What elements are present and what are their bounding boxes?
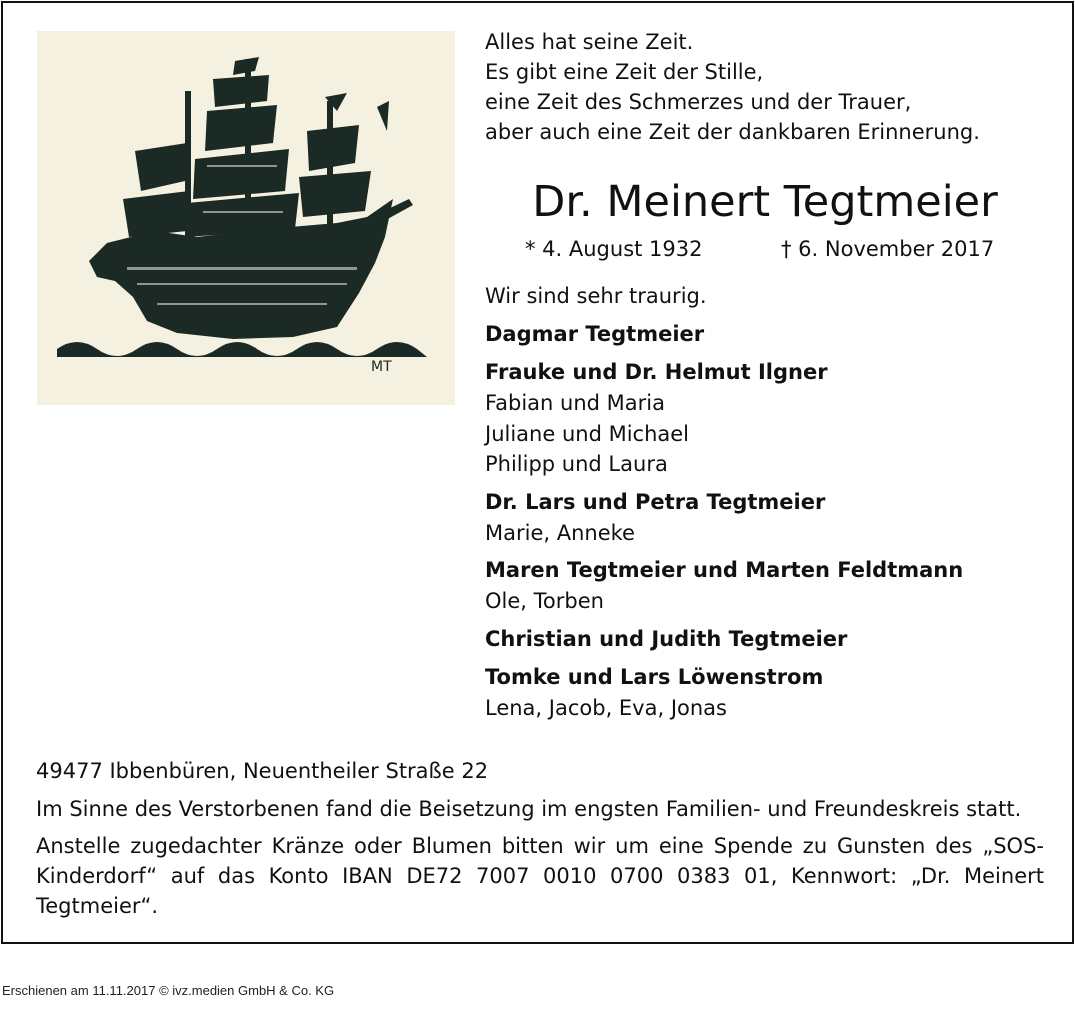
- mourners-intro: Wir sind sehr traurig.: [485, 284, 707, 308]
- family-head: Dagmar Tegtmeier: [485, 322, 705, 346]
- artist-signature: MT: [371, 359, 392, 375]
- deceased-name: Dr. Meinert Tegtmeier: [532, 177, 998, 227]
- verse-block: [485, 27, 1045, 147]
- mourners-list: [485, 281, 1055, 723]
- family-head: Dr. Lars und Petra Tegtmeier: [485, 489, 826, 514]
- death-date: † 6. November 2017: [781, 237, 995, 261]
- family-member: Juliane und Michael: [485, 421, 690, 446]
- family-head: Christian und Judith Tegtmeier: [485, 626, 848, 651]
- donation-note: Anstelle zugedachter Kränze oder Blumen bitten wir um eine Spende zu Gunsten des „SOS-Kinderdorf“ auf das Konto IBAN DE72 7007 0010 0700 0383 01, Kennwort: „Dr. Meinert Tegtmeier“.: [36, 834, 1044, 918]
- family-address: 49477 Ibbenbüren, Neuentheiler Straße 22: [36, 759, 489, 783]
- family-group: [485, 357, 1055, 480]
- family-head: Maren Tegtmeier und Marten Feldtmann: [485, 558, 964, 582]
- family-group: [485, 319, 1055, 350]
- verse-line: eine Zeit des Schmerzes und der Trauer,: [485, 90, 912, 114]
- family-member: Fabian und Maria: [485, 391, 665, 415]
- family-group: [485, 487, 1055, 549]
- family-member: Philipp und Laura: [485, 452, 668, 476]
- ship-woodcut-illustration: [37, 31, 455, 405]
- family-head: Tomke und Lars Löwenstrom: [485, 664, 824, 689]
- family-member: Lena, Jacob, Eva, Jonas: [485, 695, 727, 720]
- notice-footer-block: [36, 755, 1044, 921]
- verse-line: aber auch eine Zeit der dankbaren Erinnerung.: [485, 120, 980, 144]
- family-group: [485, 662, 1055, 724]
- family-member: Ole, Torben: [485, 589, 604, 613]
- family-member: Marie, Anneke: [485, 520, 635, 545]
- family-group: [485, 555, 1055, 617]
- verse-line: Es gibt eine Zeit der Stille,: [485, 60, 764, 84]
- birth-date: * 4. August 1932: [525, 237, 703, 261]
- burial-note: Im Sinne des Verstorbenen fand die Beisetzung im engsten Familien- und Freundeskreis statt.: [36, 797, 1022, 821]
- obituary-frame: [1, 1, 1074, 944]
- verse-line: Alles hat seine Zeit.: [485, 30, 694, 54]
- publication-credit: Erschienen am 11.11.2017 © ivz.medien GmbH & Co. KG: [2, 983, 335, 998]
- family-group: [485, 624, 1055, 655]
- ship-woodcut-image: [37, 31, 455, 405]
- family-head: Frauke und Dr. Helmut Ilgner: [485, 360, 828, 384]
